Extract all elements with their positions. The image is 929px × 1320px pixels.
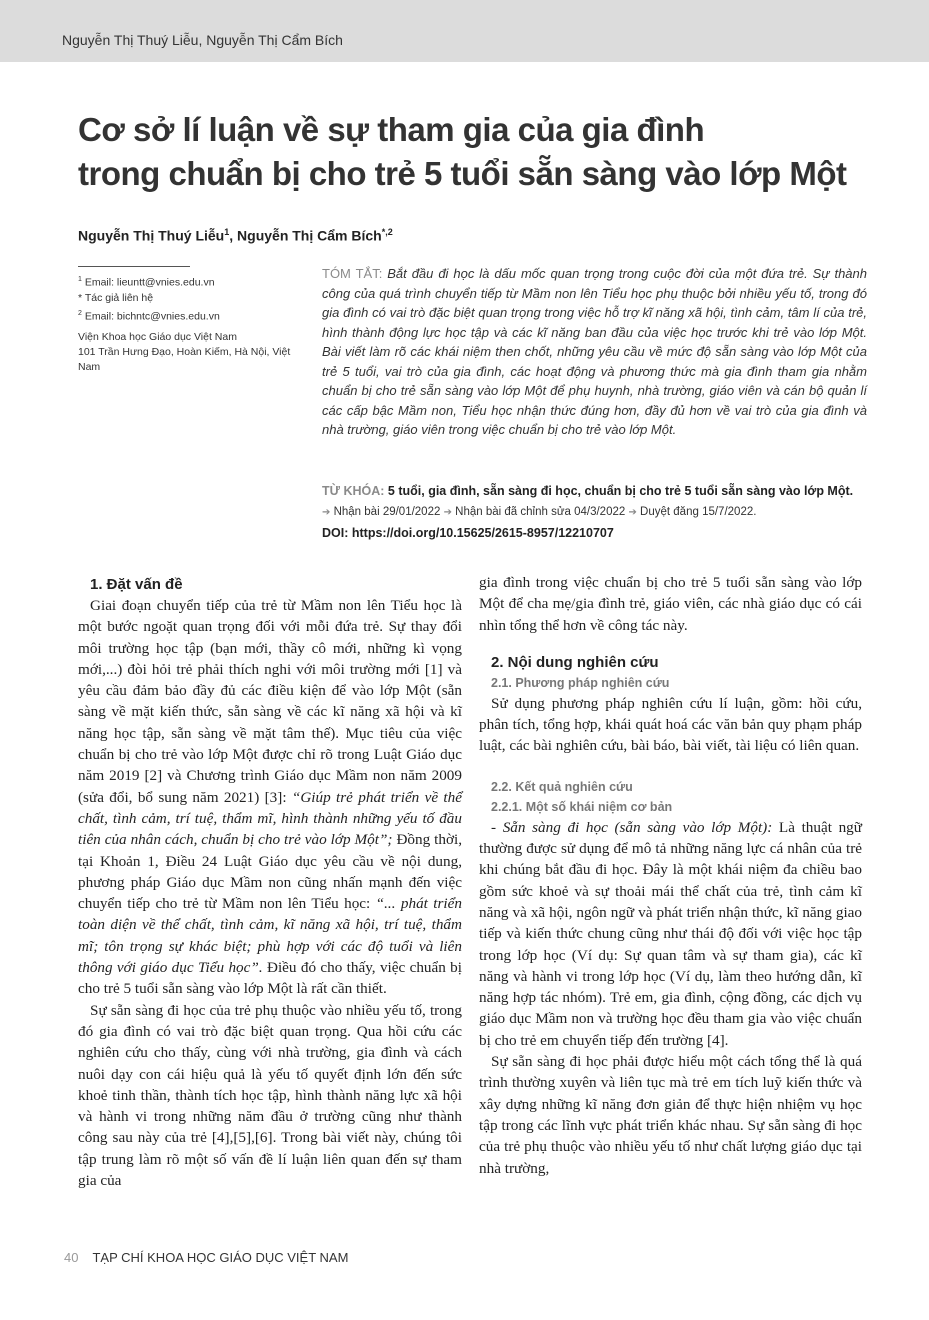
author-list [78, 227, 393, 244]
paragraph: - Sẵn sàng đi học (sẵn sàng vào lớp Một): Là thuật ngữ thường được sử dụng để mô tả những năng lực cá nhân của trẻ khi chúng bắt đầu đi học. Đây là một khái niệm đa chiều bao gồm sức khoẻ và sự thoải mái thể chất của trẻ, tình cảm kĩ năng và xã hội, ngôn ngữ và phát triển nhận thức, kĩ năng giao tiếp và kiến thức chung cũng như thái độ đối với việc học tập trong lớp học (Ví dụ: Sự quan tâm và sự tham gia), các kĩ năng và hành vi trong lớp học (Ví dụ, làm theo hướng dẫn, kĩ năng hợp tác nhóm). Trẻ em, gia đình, cộng đồng, các dịch vụ giáo dục Mầm non và trường học đều tham gia vào việc chuẩn bị cho trẻ em chuyển tiếp đến trường [4]. [479, 818, 862, 1049]
subsection-heading-2-2: 2.2. Kết quả nghiên cứu [491, 779, 633, 794]
title-line-2: trong chuẩn bị cho trẻ 5 tuổi sẵn sàng vào lớp Một [78, 155, 847, 192]
page-number: 40 [64, 1250, 79, 1265]
page-footer [64, 1250, 348, 1265]
title-line-1: Cơ sở lí luận về sự tham gia của gia đình [78, 111, 705, 148]
subsection-heading-2-2-1: 2.2.1. Một số khái niệm cơ bản [491, 799, 673, 814]
footnote-email-2: Email: bichntc@vnies.edu.vn [81, 310, 220, 322]
subsection-heading-2-1: 2.1. Phương pháp nghiên cứu [491, 675, 670, 690]
paragraph: Giai đoạn chuyển tiếp của trẻ từ Mầm non lên Tiểu học là một bước ngoặt quan trọng đối với mỗi đứa trẻ. Sự thay đổi môi trường học tập (bạn mới, thầy cô mới, những kì vọng mới,...) đòi hỏi trẻ phải thích nghi với môi trường mới [1] và yêu cầu đảm bảo đầy đủ các điều kiện để vào lớp Một (sẵn sàng về mặt kiến thức, sẵn sàng về các kĩ năng xã hội và kĩ năng học tập, sẵn sàng về mặt tâm thế). Mục tiêu của việc chuẩn bị cho trẻ vào lớp Một được chỉ rõ trong Luật Giáo dục năm 2019 [2] và Chương trình Giáo dục Mầm non năm 2009 (sửa đổi, bổ sung năm 2021) [3]: “Giúp trẻ phát triển về thể chất, tình cảm, trí tuệ, thẩm mĩ, hình thành những yếu tố đầu tiên của nhân cách, chuẩn bị cho trẻ vào lớp Một”; Đồng thời, tại Khoản 1, Điều 24 Luật Giáo dục yêu cầu về nội dung, phương pháp Giáo dục Mầm non cũng nhấn mạnh đến việc chuyển tiếp cho trẻ từ Mầm non lên Tiểu học: “... phát triển toàn diện về thể chất, tình cảm, kĩ năng xã hội, trí tuệ, thẩm mĩ; tôn trọng sự khác biệt; phù hợp với các độ tuổi và liên thông với giáo dục Tiểu học”. Điều đó cho thấy, việc chuẩn bị cho trẻ 5 tuổi sẵn sàng vào lớp Một là rất cần thiết. [78, 597, 462, 998]
author-1: Nguyễn Thị Thuý Liễu [78, 227, 225, 244]
article-dates [322, 504, 882, 521]
arrow-icon: ➔ [322, 507, 331, 518]
author-2: Nguyễn Thị Cẩm Bích [237, 227, 382, 244]
abstract [322, 264, 867, 440]
footnote-corresponding: * Tác giả liên hệ [78, 291, 154, 304]
author-separator: , [229, 227, 238, 244]
paragraph: Sự sẵn sàng đi học phải được hiểu một cách tổng thể là quá trình thường xuyên và liên tục mà trẻ em tích luỹ kiến thức và xây dựng những kĩ năng đơn giản để thực hiện nhiệm vụ học tập trong các lĩnh vực phát triển khác nhau. Sự sẵn sàng đi học của trẻ phụ thuộc vào nhiều yếu tố như chất lượng giáo dục tại nhà trường, [479, 1053, 862, 1177]
abstract-text: Bắt đầu đi học là dấu mốc quan trọng trong cuộc đời của một đứa trẻ. Sự thành công của quá trình chuyển tiếp từ Mầm non lên Tiểu học phụ thuộc bởi nhiều yếu tố, trong đó gia đình có vai trò đặc biệt quan trọng trong việc hỗ trợ kĩ năng xã hội, tình cảm, tâm lí của trẻ, hình thành động lực học tập và các kĩ năng ban đầu của việc học trước khi trẻ vào lớp Một. Bài viết làm rõ các khái niệm then chốt, những yêu cầu về mức độ sẵn sàng vào lớp Một của trẻ 5 tuổi, vai trò của gia đình, các hoạt động và phương thức mà gia đình tham gia nhằm chuẩn bị cho trẻ sẵn sàng vào lớp Một để phụ huynh, nhà trường, giáo viên và cán bộ quản lí các cấp bậc Mầm non, Tiểu học nhận thức đúng hơn, đầy đủ hơn về vai trò của gia đình và nhà trường, giáo viên trong việc chuẩn bị cho trẻ vào lớp Một. [322, 266, 867, 437]
paragraph: Sự sẵn sàng đi học của trẻ phụ thuộc vào nhiều yếu tố, trong đó gia đình có vai trò đặc biệt quan trọng. Qua hồi cứu các nghiên cứu cho thấy, cùng với nhà trường, gia đình và cách nuôi dạy con cái hiệu quả là yếu tố quyết định lớn đến sức khoẻ tinh thần, thành tích học tập, hình thành năng lực xã hội và hành vi trong những năm đầu ở trường cũng như thành công sau này của trẻ [4],[5],[6]. Trong bài viết này, chúng tôi tập trung làm rõ một số vấn đề lí luận liên quan đến sự tham gia của [78, 1001, 462, 1190]
author-footnotes [78, 272, 298, 375]
abstract-label: TÓM TẮT: [322, 266, 383, 281]
keywords-label: TỪ KHÓA: [322, 484, 385, 498]
section-heading-2: 2. Nội dung nghiên cứu [491, 653, 659, 671]
arrow-icon: ➔ [443, 507, 452, 518]
quote: “Giúp trẻ phát triển về thể chất, tình cảm, trí tuệ, thẩm mĩ, hình thành những yếu tố đầu tiên của nhân cách, chuẩn bị cho trẻ vào lớp Một”; [78, 788, 462, 849]
running-head: Nguyễn Thị Thuý Liễu, Nguyễn Thị Cẩm Bích [62, 32, 343, 48]
keywords-text: 5 tuổi, gia đình, sẵn sàng đi học, chuẩn bị cho trẻ 5 tuổi sẵn sàng vào lớp Một. [384, 484, 854, 498]
journal-name: TẠP CHÍ KHOA HỌC GIÁO DỤC VIỆT NAM [92, 1250, 349, 1265]
article-title [78, 108, 878, 196]
body-column-left [78, 572, 462, 1191]
date-received: Nhận bài 29/01/2022 [330, 506, 444, 518]
paragraph: gia đình trong việc chuẩn bị cho trẻ 5 tuổi sẵn sàng vào lớp Một để cha mẹ/gia đình trẻ, giáo viên, các nhà giáo dục có cái nhìn tổng thể hơn về công tác này. [479, 574, 862, 634]
section-heading-1: 1. Đặt vấn đề [90, 576, 183, 593]
arrow-icon: ➔ [628, 507, 637, 518]
institution: Viện Khoa học Giáo dục Việt Nam [78, 331, 237, 343]
quote: “... phát triển toàn diện về thể chất, tình cảm, kĩ năng xã hội, trí tuệ, thẩm mĩ; tôn trọng sự khác biệt; phù hợp với các độ tuổi và liên thông với giáo dục Tiểu học”. [78, 895, 462, 977]
footnote-email-1: Email: lieuntt@vnies.edu.vn [81, 276, 215, 289]
author-2-mark: *,2 [381, 227, 393, 237]
institution-address: 101 Trần Hưng Đạo, Hoàn Kiếm, Hà Nội, Việt Nam [78, 346, 291, 373]
date-revised: Nhận bài đã chỉnh sửa 04/3/2022 [451, 506, 629, 518]
header-bar [0, 0, 929, 62]
doi-link[interactable]: DOI: https://doi.org/10.15625/2615-8957/12210707 [322, 526, 614, 540]
author-1-mark: 1 [224, 227, 230, 237]
footnote-1-mark: 1 [78, 276, 82, 283]
term: - Sẵn sàng đi học (sẵn sàng vào lớp Một): [491, 818, 773, 836]
paragraph: Sử dụng phương pháp nghiên cứu lí luận, gồm: hồi cứu, phân tích, tổng hợp, khái quát hoá các văn bản quy phạm pháp luật, các bài nghiên cứu, bài báo, bài viết, tài liệu có liên quan. [479, 694, 862, 755]
date-accepted: Duyệt đăng 15/7/2022. [636, 506, 757, 518]
keywords [322, 482, 867, 500]
body-column-right [479, 572, 862, 1179]
footnote-rule [78, 266, 190, 267]
footnote-2-mark: 2 [78, 309, 82, 317]
